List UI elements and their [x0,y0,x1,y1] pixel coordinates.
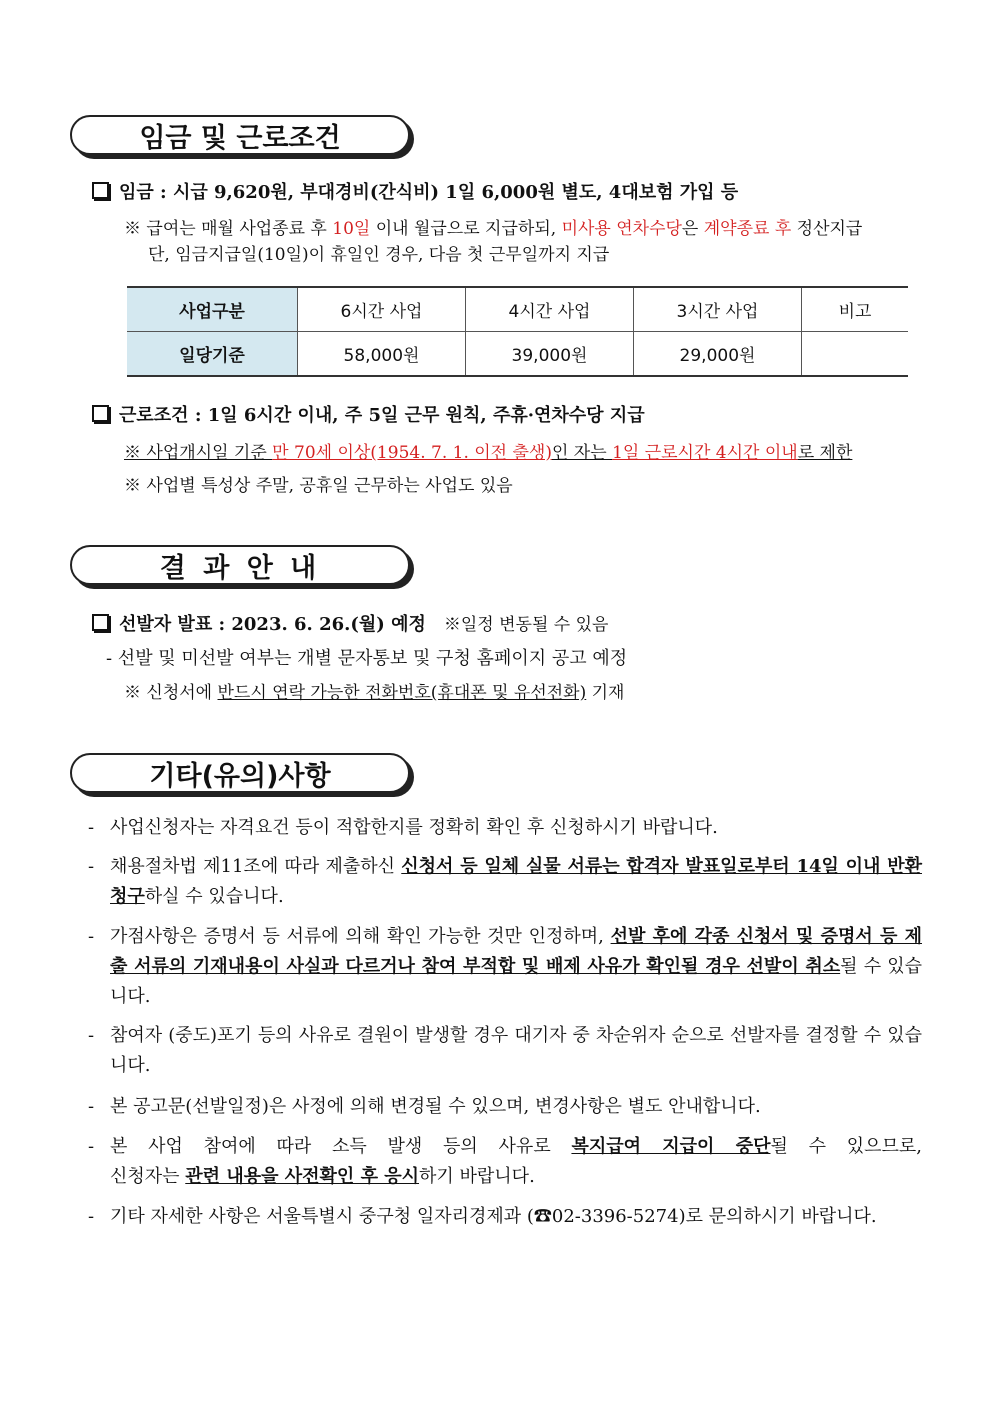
checkbox-icon [92,405,109,422]
work-note-line1: ※ 사업개시일 기준 만 70세 이상(1954. 7. 1. 이전 출생)인 자는 1일 근로시간 4시간 이내로 제한 [124,443,853,463]
table-cell: 사업구분 [127,287,298,332]
table-cell: 4시간 사업 [466,287,634,332]
checkbox-icon [92,182,109,199]
section-title-result: 결 과 안 내 [70,545,410,585]
list-item: - 본 공고문(선발일정)은 사정에 의해 변경될 수 있으며, 변경사항은 별도 안내합니다. [88,1096,761,1117]
work-text: 근로조건 : 1일 6시간 이내, 주 5일 근무 원칙, 주휴·연차수당 지급 [119,405,645,426]
list-item: - 가점사항은 증명서 등 서류에 의해 확인 가능한 것만 인정하며, 선발 후에 각종 신청서 및 증명서 등 제출 서류의 기재내용이 사실과 다르거나 참여 부적합 및 배제 사유가 확인될 경우 선발이 취소될 수 있습니다. [88,926,922,1007]
wage-text: 임금 : 시급 9,620원, 부대경비(간식비) 1일 6,000원 별도, 4대보험 가입 등 [119,182,739,203]
wage-note-line1: ※ 급여는 매월 사업종료 후 10일 이내 월급으로 지급하되, 미사용 연차수당은 계약종료 후 정산지급 [124,219,863,239]
announce-text: 선발자 발표 : 2023. 6. 26.(월) 예정 [119,614,426,635]
list-item: - 본 사업 참여에 따라 소득 발생 등의 사유로 복지급여 지급이 중단될 수 있으므로, 신청자는 관련 내용을 사전확인 후 응시하기 바랍니다. [88,1136,922,1187]
table-cell: 일당기준 [127,332,298,377]
wage-table [127,286,908,377]
announce-item [92,613,608,637]
announce-line2: ※ 신청서에 반드시 연락 가능한 전화번호(휴대폰 및 유선전화) 기재 [124,683,625,703]
table-cell: 58,000원 [298,332,466,377]
announce-line1: - 선발 및 미선발 여부는 개별 문자통보 및 구청 홈페이지 공고 예정 [106,648,628,669]
wage-item [92,181,738,205]
list-item: - 참여자 (중도)포기 등의 사유로 결원이 발생할 경우 대기자 중 차순위자 순으로 선발자를 결정할 수 있습니다. [88,1025,922,1076]
list-item: - 사업신청자는 자격요건 등이 적합한지를 정확히 확인 후 신청하시기 바랍니다. [88,817,718,838]
table-header-row [127,287,908,332]
table-cell: 비고 [802,287,909,332]
table-cell: 3시간 사업 [634,287,802,332]
table-cell: 39,000원 [466,332,634,377]
wage-note-line2: 단, 임금지급일(10일)이 휴일인 경우, 다음 첫 근무일까지 지급 [148,245,610,265]
table-cell: 29,000원 [634,332,802,377]
list-item: - 기타 자세한 사항은 서울특별시 중구청 일자리경제과 (☎02-3396-5274)로 문의하시기 바랍니다. [88,1206,877,1227]
announce-note: ※일정 변동될 수 있음 [443,615,609,635]
section-title-notes: 기타(유의)사항 [70,753,410,793]
work-item [92,404,645,428]
table-cell [802,332,909,377]
list-item: - 채용절차법 제11조에 따라 제출하신 신청서 등 일체 실물 서류는 합격자 발표일로부터 14일 이내 반환청구하실 수 있습니다. [88,856,922,907]
table-cell: 6시간 사업 [298,287,466,332]
section-title-wage: 임금 및 근로조건 [70,115,410,155]
checkbox-icon [92,614,109,631]
work-note-line2: ※ 사업별 특성상 주말, 공휴일 근무하는 사업도 있음 [124,476,513,496]
table-row [127,332,908,377]
